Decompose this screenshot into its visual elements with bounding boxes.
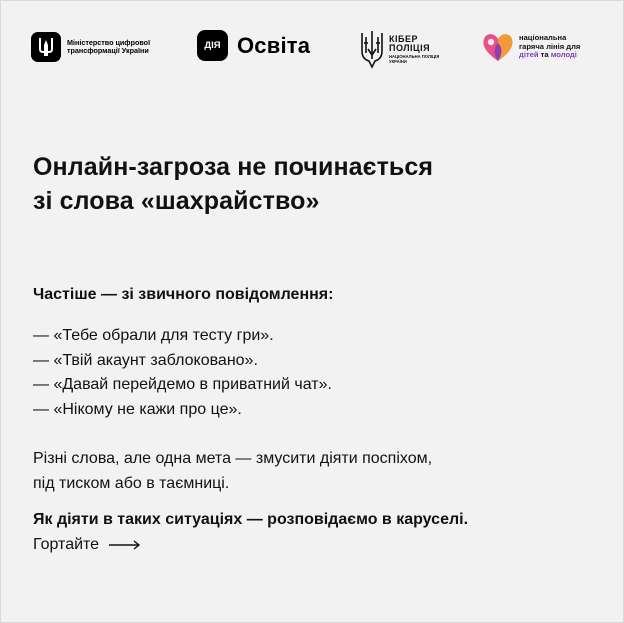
list-item: — «Твій акаунт заблоковано». <box>33 351 258 369</box>
swipe-label: Гортайте <box>33 536 100 553</box>
cyber-line3: НАЦІОНАЛЬНА ПОЛІЦІЯ УКРАЇНИ <box>389 53 440 64</box>
body-paragraph <box>33 447 593 496</box>
cyber-police-logo <box>359 29 449 69</box>
partner-logos <box>31 29 601 69</box>
diia-icon: ДІЯ <box>197 30 228 61</box>
cyber-police-trident-icon <box>359 29 385 69</box>
title-line2: зі слова «шахрайство» <box>33 187 320 215</box>
slide-title <box>33 150 593 218</box>
hotline-logo <box>481 31 624 63</box>
heart-hands-icon <box>481 31 515 63</box>
hotline-line3a: дітей <box>519 50 539 60</box>
hotline-line1: національна <box>519 33 567 43</box>
cyber-line2: ПОЛІЦІЯ <box>389 42 431 53</box>
hotline-line2: гаряча лінія для <box>519 41 581 51</box>
cyber-line1: КІБЕР <box>389 33 418 44</box>
diia-osvita-logo <box>197 30 310 61</box>
arrow-right-icon <box>109 540 141 550</box>
swipe-hint[interactable] <box>33 536 141 554</box>
list-item: — «Тебе обрали для тесту гри». <box>33 327 274 344</box>
subheading: Частіше — зі звичного повідомлення: <box>33 286 334 303</box>
paragraph-line2: під тиском або в таємниці. <box>33 474 230 492</box>
quote-list <box>33 324 332 423</box>
call-to-action: Як діяти в таких ситуаціях — розповідаємо в каруселі. <box>33 511 469 528</box>
trident-icon <box>31 32 61 62</box>
list-item: — «Нікому не кажи про це». <box>33 401 242 419</box>
osvita-wordmark: Освіта <box>237 32 311 58</box>
ministry-logo <box>31 32 163 62</box>
hotline-line3c: молоді <box>550 50 577 60</box>
hotline-line3b: та <box>540 50 549 60</box>
ministry-name: Міністерство цифрової трансформації України <box>67 38 151 55</box>
title-line1: Онлайн-загроза не починається <box>33 153 434 181</box>
paragraph-line1: Різні слова, але одна мета — змусити діяти поспіхом, <box>33 450 433 467</box>
list-item: — «Давай перейдемо в приватний чат». <box>33 376 332 394</box>
